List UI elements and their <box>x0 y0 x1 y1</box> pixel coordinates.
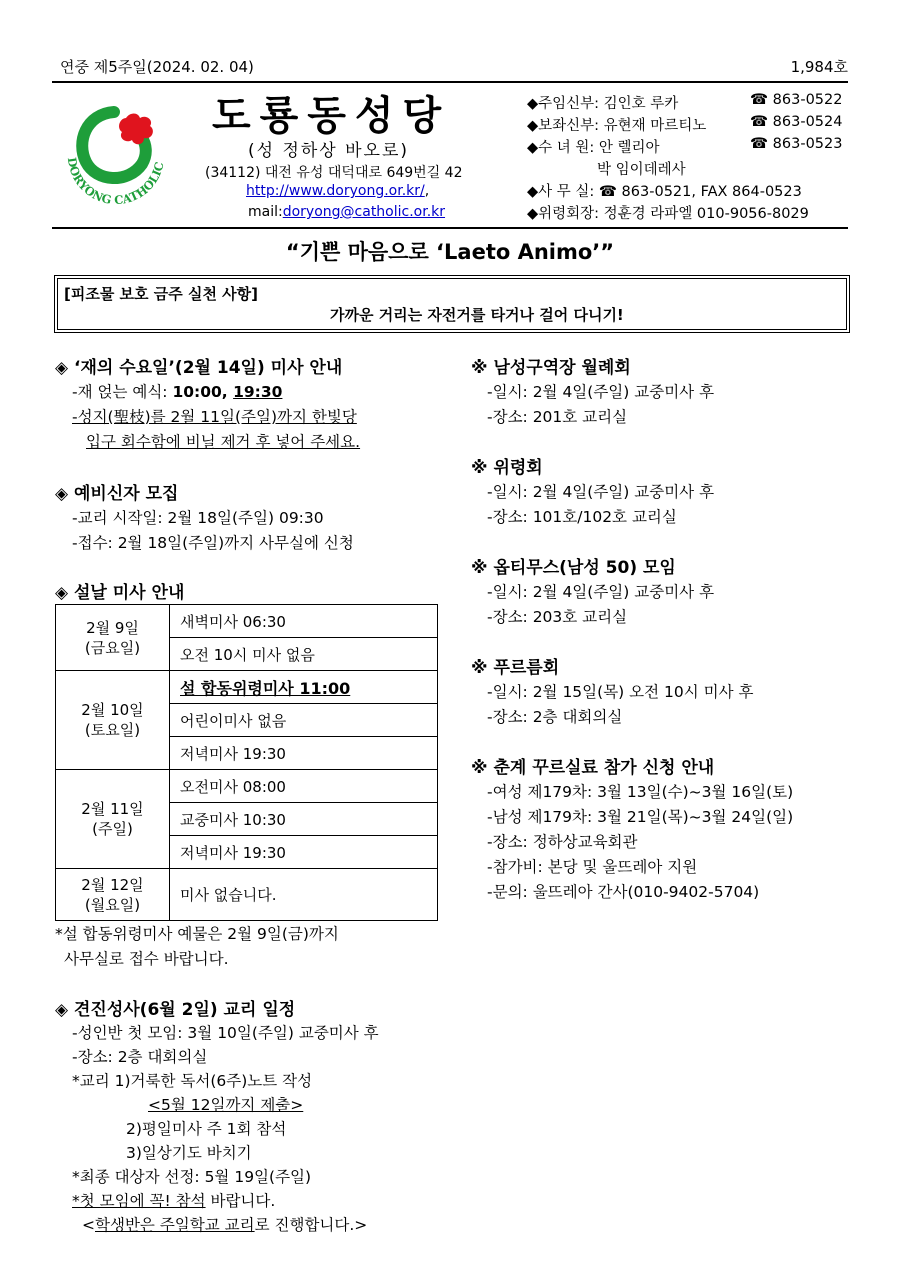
staff-sisters: ◆수 녀 원: 안 렐리아 <box>527 140 660 156</box>
confirm-line-8 <box>72 1189 275 1211</box>
staff-sister-2: 박 임이데레사 <box>597 162 686 178</box>
staff-sisters-tel: ☎ 863-0523 <box>750 136 843 152</box>
mass-cell: 어린이미사 없음 <box>170 704 438 737</box>
date-cell: 2월 12일 (월요일) <box>56 869 170 921</box>
header-top-rule <box>52 81 848 83</box>
s2-line-2: -장소: 101호/102호 교리실 <box>487 508 677 526</box>
s3-line-1: -일시: 2월 4일(주일) 교중미사 후 <box>487 583 715 601</box>
s5-title: ※ 춘계 꾸르실료 참가 신청 안내 <box>471 758 715 778</box>
lunar-note-1: *설 합동위령미사 예물은 2월 9일(금)까지 <box>55 925 339 943</box>
confirm-attend-emphasis: *첫 모임에 꼭! 참석 <box>72 1192 206 1210</box>
patron-saint: (성 정하상 바오로) <box>248 141 410 161</box>
logo-lettering: DORYONG CATHOLIC <box>64 156 167 208</box>
confirm-student-rest: 로 진행합니다.> <box>254 1216 368 1234</box>
lunar-note-2: 사무실로 접수 바랍니다. <box>64 950 229 968</box>
staff-office: ◆사 무 실: ☎ 863-0521, FAX 864-0523 <box>527 184 802 200</box>
confirm-line-9 <box>82 1213 367 1235</box>
s2-title: ※ 위령회 <box>471 458 543 478</box>
mail-link[interactable]: doryong@catholic.or.kr <box>282 204 446 220</box>
mass-cell: 오전미사 08:00 <box>170 770 438 803</box>
ash-title: ◈ ‘재의 수요일’(2월 14일) 미사 안내 <box>55 358 343 378</box>
issue-number: 1,984호 <box>790 58 848 76</box>
s3-line-2: -장소: 203호 교리실 <box>487 608 628 626</box>
table-row <box>56 671 438 704</box>
mass-cell: 저녁미사 19:30 <box>170 836 438 869</box>
notice-text: 가까운 거리는 자전거를 타거나 걸어 다니기! <box>330 306 624 324</box>
issue-date: 연중 제5주일(2024. 02. 04) <box>60 58 254 76</box>
ash-time-2: 19:30 <box>233 383 283 401</box>
mass-cell-highlight: 설 합동위령미사 11:00 <box>170 671 438 704</box>
s2-line-1: -일시: 2월 4일(주일) 교중미사 후 <box>487 483 715 501</box>
ash-time-1: 10:00, <box>172 383 234 401</box>
s4-line-1: -일시: 2월 15일(목) 오전 10시 미사 후 <box>487 683 754 701</box>
confirm-title: ◈ 견진성사(6월 2일) 교리 일정 <box>55 1000 296 1020</box>
mass-cell: 미사 없습니다. <box>170 869 438 921</box>
confirm-line-3: *교리 1)거룩한 독서(6주)노트 작성 <box>72 1072 313 1090</box>
confirm-line-7: *최종 대상자 선정: 5월 19일(주일) <box>72 1168 312 1186</box>
confirm-line-1: -성인반 첫 모임: 3월 10일(주일) 교중미사 후 <box>72 1024 379 1042</box>
motto: “기쁜 마음으로 ‘Laeto Animo’” <box>285 240 615 264</box>
staff-pastor-tel: ☎ 863-0522 <box>750 92 843 108</box>
website-link[interactable]: http://www.doryong.or.kr/ <box>246 183 425 199</box>
confirm-student-emphasis: 학생반은 주일학교 교리 <box>95 1216 255 1234</box>
date-cell: 2월 9일 (금요일) <box>56 605 170 671</box>
staff-assistant-tel: ☎ 863-0524 <box>750 114 843 130</box>
notice-box <box>57 278 847 330</box>
confirm-line-5: 2)평일미사 주 1회 참석 <box>126 1120 287 1138</box>
s4-line-2: -장소: 2층 대회의실 <box>487 708 623 726</box>
ash-line-2: -성지(聖枝)를 2월 11일(주일)까지 한빛당 <box>72 408 357 426</box>
table-row <box>56 869 438 921</box>
mail-line <box>248 204 445 220</box>
mail-label: mail: <box>248 204 283 220</box>
s5-line-1: -여성 제179차: 3월 13일(수)~3월 16일(토) <box>487 783 794 801</box>
catechumen-line-2: -접수: 2월 18일(주일)까지 사무실에 신청 <box>72 534 354 552</box>
s1-line-2: -장소: 201호 교리실 <box>487 408 628 426</box>
table-row <box>56 770 438 803</box>
confirm-attend-rest: 바랍니다. <box>205 1192 276 1210</box>
date-cell: 2월 11일 (주일) <box>56 770 170 869</box>
mass-cell: 새벽미사 06:30 <box>170 605 438 638</box>
confirm-line-4: <5월 12일까지 제출> <box>148 1096 304 1114</box>
staff-assistant: ◆보좌신부: 유현재 마르티노 <box>527 118 707 134</box>
catechumen-line-1: -교리 시작일: 2월 18일(주일) 09:30 <box>72 509 324 527</box>
date-cell: 2월 10일 (토요일) <box>56 671 170 770</box>
staff-memorial: ◆위령회장: 정훈경 라파엘 010-9056-8029 <box>527 206 809 222</box>
ash-rite-label: -재 얹는 예식: <box>72 383 173 401</box>
parish-name: 도룡동성당 <box>212 93 451 139</box>
header-bottom-rule <box>52 227 848 229</box>
s5-line-3: -장소: 정하상교육회관 <box>487 833 638 851</box>
table-row <box>56 605 438 638</box>
address: (34112) 대전 유성 대덕대로 649번길 42 <box>205 165 463 181</box>
confirm-line-2: -장소: 2층 대회의실 <box>72 1048 208 1066</box>
s1-line-1: -일시: 2월 4일(주일) 교중미사 후 <box>487 383 715 401</box>
notice-title: [피조물 보호 금주 실천 사항] <box>64 285 258 303</box>
lunar-mass-table <box>55 604 438 921</box>
parish-logo <box>56 98 176 218</box>
ash-line-1 <box>72 380 282 402</box>
s1-title: ※ 남성구역장 월례회 <box>471 358 631 378</box>
s5-line-4: -참가비: 본당 및 울뜨레아 지원 <box>487 858 698 876</box>
s3-title: ※ 옵티무스(남성 50) 모임 <box>471 558 676 578</box>
s4-title: ※ 푸르름회 <box>471 658 560 678</box>
staff-pastor: ◆주임신부: 김인호 루카 <box>527 96 679 112</box>
s5-line-2: -남성 제179차: 3월 21일(목)~3월 24일(일) <box>487 808 794 826</box>
ash-line-3: 입구 회수함에 비닐 제거 후 넣어 주세요. <box>86 433 361 451</box>
parish-logo-icon <box>56 98 176 218</box>
s5-line-5: -문의: 울뜨레아 간사(010-9402-5704) <box>487 883 760 901</box>
lunar-title: ◈ 설날 미사 안내 <box>55 583 185 603</box>
mass-cell: 오전 10시 미사 없음 <box>170 638 438 671</box>
catechumen-title: ◈ 예비신자 모집 <box>55 484 179 504</box>
website-suffix: , <box>424 183 430 199</box>
confirm-line-6: 3)일상기도 바치기 <box>126 1144 252 1162</box>
confirm-student-open: < <box>82 1216 95 1234</box>
mass-cell: 저녁미사 19:30 <box>170 737 438 770</box>
mass-cell: 교중미사 10:30 <box>170 803 438 836</box>
website-line <box>246 183 429 199</box>
